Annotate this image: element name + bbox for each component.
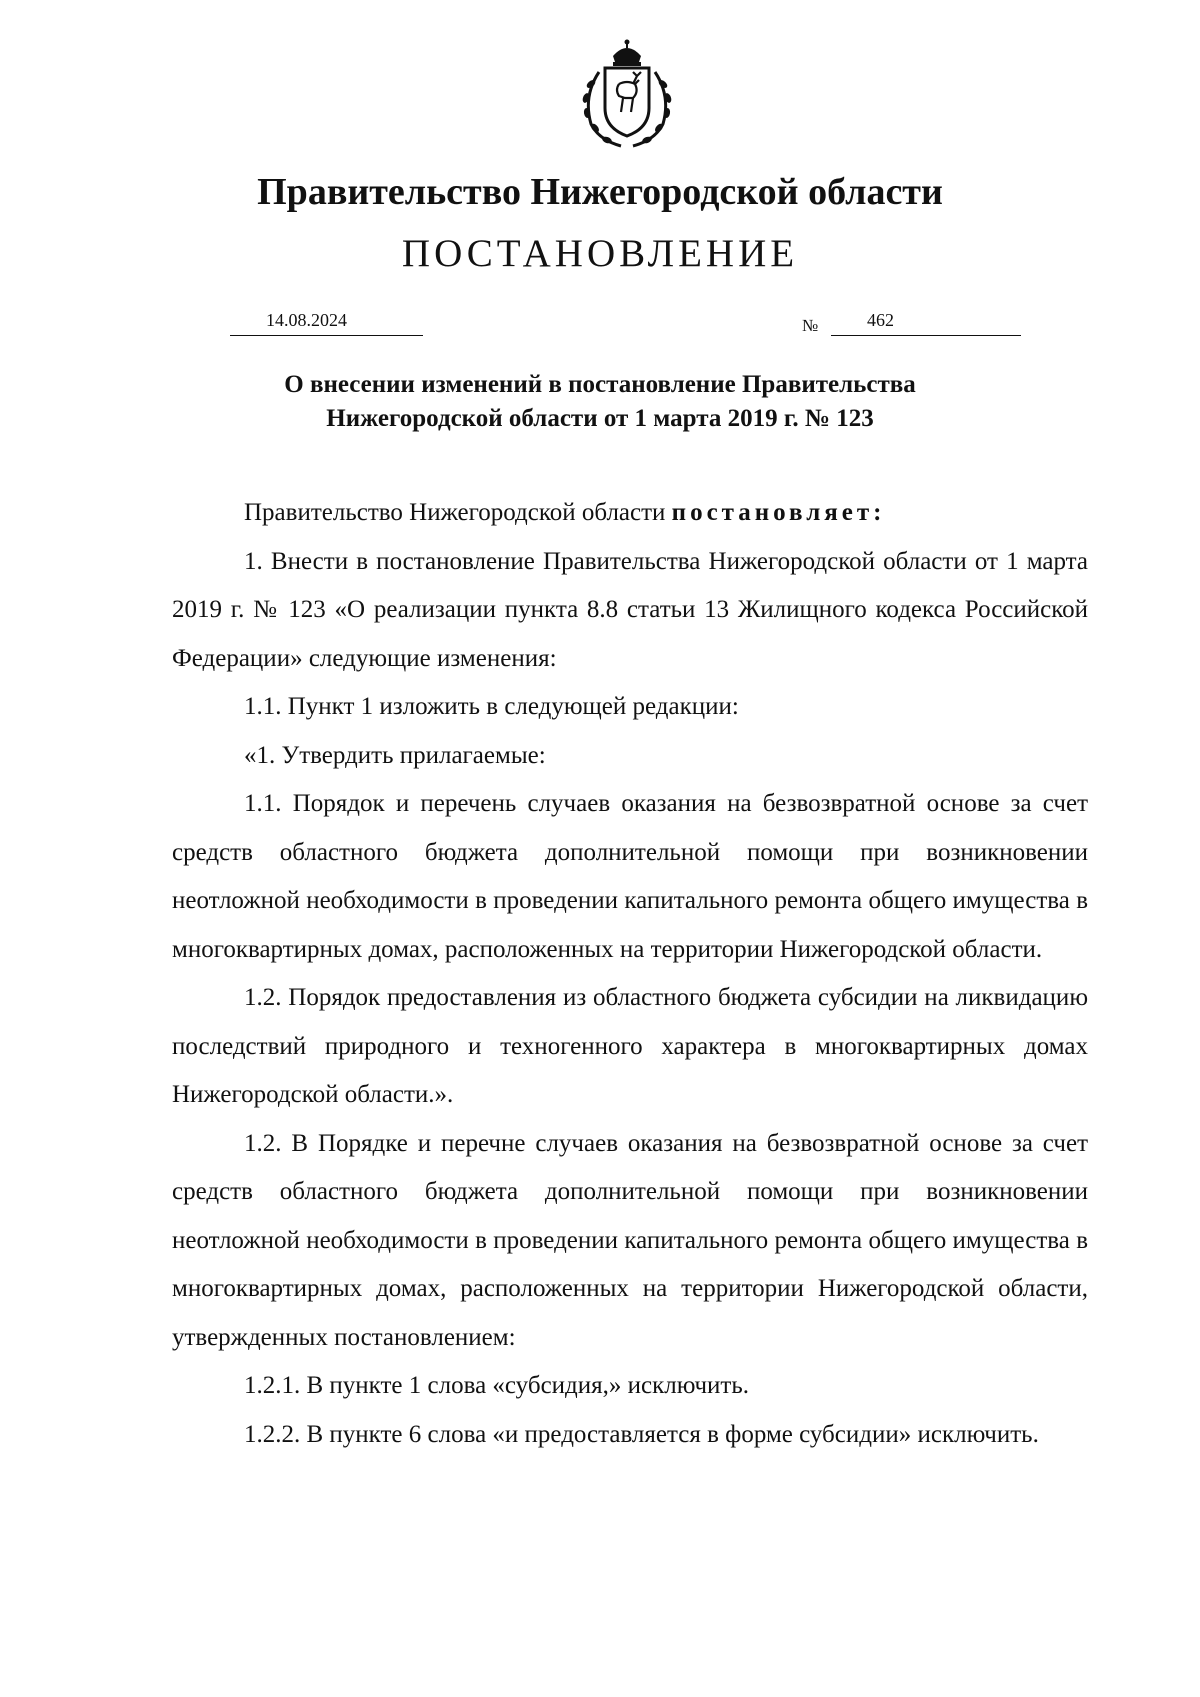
- preamble-text: Правительство Нижегородской области: [244, 499, 672, 526]
- paragraph-approve: «1. Утвердить прилагаемые:: [244, 741, 546, 769]
- subject-line-1: О внесении изменений в постановление Правительства: [284, 371, 916, 398]
- document-body: [172, 489, 1088, 1459]
- document-subject: [0, 368, 1200, 436]
- preamble-paragraph: [172, 489, 1088, 538]
- document-date: 14.08.2024: [266, 310, 347, 330]
- preamble-verb: постановляет:: [671, 499, 886, 526]
- paragraph-1-2-1: 1.2.1. В пункте 1 слова «субсидия,» исключить.: [244, 1372, 749, 1399]
- subject-line-2: Нижегородской области от 1 марта 2019 г. № 123: [326, 405, 874, 432]
- document-date-field: [230, 309, 423, 336]
- crown-icon: [613, 40, 641, 67]
- document-number: 462: [867, 310, 894, 330]
- document-number-label: №: [802, 316, 819, 335]
- paragraph-1: 1. Внести в постановление Правительства Нижегородской области от 1 марта 2019 г. № 123 «О реализации пункта 8.8 статьи 13 Жилищного кодекса Российской Федерации» следующие изменения:: [172, 547, 1088, 672]
- paragraph-approve-1: 1.1. Порядок и перечень случаев оказания на безвозвратной основе за счет средств областного бюджета дополнительной помощи при возникновении неотложной необходимости в проведении капитального ремонта общего имущества в многоквартирных домах, расположенных на территории Нижегородской области.: [172, 790, 1088, 963]
- coat-of-arms-emblem: [569, 36, 685, 152]
- document-type-heading: ПОСТАНОВЛЕНИЕ: [401, 232, 799, 275]
- paragraph-approve-2: 1.2. Порядок предоставления из областного бюджета субсидии на ликвидацию последствий природного и техногенного характера в многоквартирных домах Нижегородской области.».: [172, 984, 1088, 1108]
- government-title: Правительство Нижегородской области: [257, 171, 943, 213]
- paragraph-1-2-2: 1.2.2. В пункте 6 слова «и предоставляется в форме субсидии» исключить.: [244, 1420, 1039, 1448]
- paragraph-1-2: 1.2. В Порядке и перечне случаев оказания на безвозвратной основе за счет средств областного бюджета дополнительной помощи при возникновении неотложной необходимости в проведении капитального ремонта общего имущества в многоквартирных домах, расположенных на территории Нижегородской области, утвержденных постановлением:: [172, 1129, 1088, 1351]
- document-number-field: [831, 309, 1021, 336]
- paragraph-1-1: 1.1. Пункт 1 изложить в следующей редакции:: [244, 693, 739, 720]
